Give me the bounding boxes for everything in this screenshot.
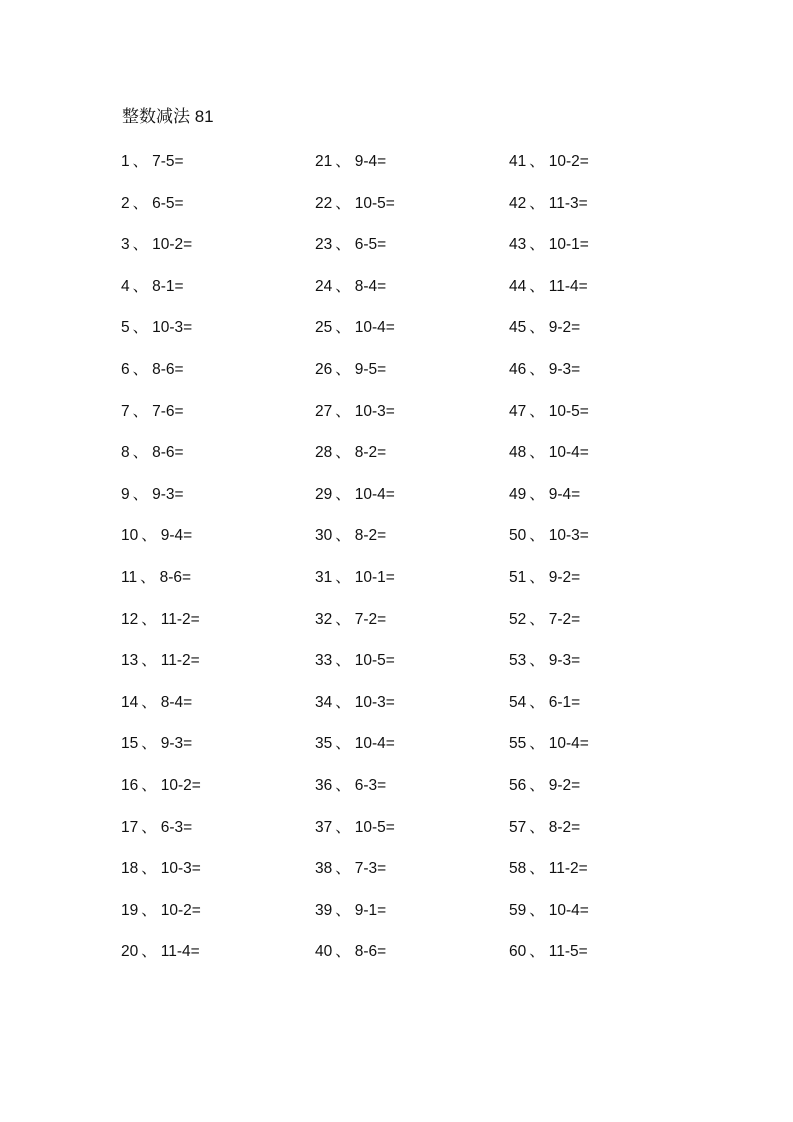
problem-item bbox=[121, 483, 315, 507]
problem-number: 58 bbox=[509, 860, 527, 878]
problem-item bbox=[315, 816, 509, 840]
problem-expression: 9-1= bbox=[354, 901, 387, 919]
problem-item bbox=[509, 524, 703, 548]
problem-item bbox=[121, 732, 315, 756]
problem-expression: 8-2= bbox=[354, 444, 387, 462]
problem-expression: 8-1= bbox=[152, 277, 184, 295]
problem-expression: 9-3= bbox=[160, 735, 193, 753]
problem-separator: 、 bbox=[529, 776, 545, 794]
problem-number: 53 bbox=[509, 652, 527, 670]
problem-item bbox=[509, 566, 703, 590]
problem-separator: 、 bbox=[141, 735, 157, 753]
problem-number: 47 bbox=[509, 402, 527, 420]
problem-item bbox=[509, 816, 703, 840]
problem-item bbox=[509, 774, 703, 798]
problem-number: 16 bbox=[121, 776, 139, 794]
problem-number: 13 bbox=[121, 652, 139, 670]
problem-item bbox=[315, 774, 509, 798]
problem-expression: 8-4= bbox=[160, 693, 193, 711]
problem-separator: 、 bbox=[529, 860, 545, 878]
problem-expression: 9-2= bbox=[548, 776, 581, 794]
worksheet-title: 整数减法 81 bbox=[122, 107, 214, 126]
problem-separator: 、 bbox=[132, 485, 149, 503]
problem-expression: 10-4= bbox=[548, 444, 589, 462]
problem-separator: 、 bbox=[335, 652, 351, 670]
problem-expression: 10-3= bbox=[160, 860, 201, 878]
problem-number: 48 bbox=[509, 444, 527, 462]
problem-separator: 、 bbox=[141, 901, 157, 919]
problem-expression: 9-3= bbox=[152, 485, 184, 503]
problem-separator: 、 bbox=[335, 568, 351, 586]
problem-item bbox=[509, 940, 703, 964]
problem-number: 27 bbox=[315, 402, 333, 420]
problem-number: 19 bbox=[121, 901, 139, 919]
problem-separator: 、 bbox=[529, 652, 545, 670]
problem-number: 34 bbox=[315, 693, 333, 711]
problem-separator: 、 bbox=[529, 485, 545, 503]
problem-item bbox=[315, 400, 509, 424]
problem-separator: 、 bbox=[141, 693, 157, 711]
problem-expression: 10-4= bbox=[548, 735, 589, 753]
problem-number: 46 bbox=[509, 360, 527, 378]
problem-item bbox=[121, 400, 315, 424]
problem-item bbox=[509, 441, 703, 465]
problem-item bbox=[121, 316, 315, 340]
problem-item bbox=[509, 275, 703, 299]
problem-number: 20 bbox=[121, 943, 139, 961]
problem-number: 37 bbox=[315, 818, 333, 836]
problem-expression: 10-4= bbox=[548, 901, 589, 919]
problem-item bbox=[315, 649, 509, 673]
problem-expression: 8-2= bbox=[354, 527, 387, 545]
problem-separator: 、 bbox=[141, 818, 157, 836]
problem-item bbox=[509, 150, 703, 174]
problem-item bbox=[509, 649, 703, 673]
problem-number: 33 bbox=[315, 652, 333, 670]
problem-separator: 、 bbox=[141, 652, 157, 670]
problem-expression: 10-3= bbox=[548, 527, 589, 545]
problem-item bbox=[121, 192, 315, 216]
problem-number: 9 bbox=[121, 485, 130, 503]
problem-number: 12 bbox=[121, 610, 139, 628]
problem-expression: 6-3= bbox=[160, 818, 193, 836]
problem-expression: 6-5= bbox=[354, 236, 387, 254]
problem-expression: 7-2= bbox=[548, 610, 581, 628]
problem-separator: 、 bbox=[335, 485, 351, 503]
problem-separator: 、 bbox=[335, 402, 351, 420]
problem-number: 32 bbox=[315, 610, 333, 628]
problem-expression: 10-1= bbox=[548, 236, 589, 254]
problem-separator: 、 bbox=[335, 153, 351, 170]
problem-item bbox=[315, 691, 509, 715]
problem-separator: 、 bbox=[141, 860, 157, 878]
problem-expression: 10-5= bbox=[548, 402, 589, 420]
problem-expression: 7-5= bbox=[152, 153, 184, 170]
problem-separator: 、 bbox=[529, 527, 545, 545]
problem-number: 18 bbox=[121, 860, 139, 878]
problem-separator: 、 bbox=[140, 568, 156, 586]
problem-item bbox=[315, 275, 509, 299]
problem-separator: 、 bbox=[335, 194, 351, 212]
problem-item bbox=[121, 649, 315, 673]
problem-expression: 10-2= bbox=[548, 153, 589, 170]
problem-separator: 、 bbox=[132, 444, 149, 462]
problem-separator: 、 bbox=[141, 776, 157, 794]
problem-separator: 、 bbox=[141, 610, 157, 628]
problem-number: 59 bbox=[509, 901, 527, 919]
problem-item bbox=[315, 192, 509, 216]
problem-expression: 7-2= bbox=[354, 610, 387, 628]
problem-number: 23 bbox=[315, 236, 333, 254]
problem-number: 41 bbox=[509, 153, 527, 170]
problem-expression: 10-1= bbox=[354, 568, 395, 586]
problem-expression: 11-4= bbox=[548, 277, 588, 295]
problem-item bbox=[315, 566, 509, 590]
problem-expression: 11-4= bbox=[160, 943, 200, 961]
problem-expression: 10-5= bbox=[354, 818, 395, 836]
problem-number: 54 bbox=[509, 693, 527, 711]
problem-number: 35 bbox=[315, 735, 333, 753]
problem-number: 10 bbox=[121, 527, 139, 545]
problem-expression: 6-1= bbox=[548, 693, 581, 711]
problem-item bbox=[509, 400, 703, 424]
problem-item bbox=[509, 608, 703, 632]
problem-number: 26 bbox=[315, 360, 333, 378]
problem-separator: 、 bbox=[529, 194, 545, 212]
problem-separator: 、 bbox=[335, 860, 351, 878]
problem-item bbox=[315, 524, 509, 548]
problem-item bbox=[509, 316, 703, 340]
problem-separator: 、 bbox=[132, 236, 149, 254]
problem-number: 52 bbox=[509, 610, 527, 628]
problem-separator: 、 bbox=[141, 943, 157, 961]
problem-item bbox=[121, 524, 315, 548]
problem-item bbox=[121, 816, 315, 840]
problem-expression: 6-3= bbox=[354, 776, 387, 794]
problem-separator: 、 bbox=[529, 818, 545, 836]
problem-number: 42 bbox=[509, 194, 527, 212]
problem-number: 6 bbox=[121, 360, 130, 378]
problem-item bbox=[315, 316, 509, 340]
problem-number: 8 bbox=[121, 444, 130, 462]
problem-separator: 、 bbox=[132, 277, 149, 295]
problem-number: 17 bbox=[121, 818, 139, 836]
problem-expression: 10-4= bbox=[354, 319, 395, 337]
problem-separator: 、 bbox=[132, 402, 149, 420]
problem-separator: 、 bbox=[132, 153, 149, 170]
problem-item bbox=[509, 732, 703, 756]
problem-expression: 9-3= bbox=[548, 652, 581, 670]
problem-item bbox=[121, 857, 315, 881]
problem-separator: 、 bbox=[529, 402, 545, 420]
problem-item bbox=[121, 441, 315, 465]
problem-expression: 10-2= bbox=[160, 776, 201, 794]
problem-expression: 10-2= bbox=[160, 901, 201, 919]
problem-expression: 8-2= bbox=[548, 818, 581, 836]
problem-item bbox=[121, 275, 315, 299]
problem-separator: 、 bbox=[529, 943, 545, 961]
problem-number: 49 bbox=[509, 485, 527, 503]
problem-number: 44 bbox=[509, 277, 527, 295]
problem-item bbox=[315, 483, 509, 507]
problem-expression: 6-5= bbox=[152, 194, 184, 212]
problem-separator: 、 bbox=[335, 444, 351, 462]
problem-separator: 、 bbox=[335, 901, 351, 919]
problem-number: 22 bbox=[315, 194, 333, 212]
problem-item bbox=[315, 732, 509, 756]
problem-number: 24 bbox=[315, 277, 333, 295]
problem-separator: 、 bbox=[529, 360, 545, 378]
problem-separator: 、 bbox=[529, 693, 545, 711]
problem-number: 11 bbox=[121, 568, 138, 586]
problem-expression: 10-2= bbox=[152, 236, 193, 254]
problem-expression: 9-2= bbox=[548, 568, 581, 586]
problem-expression: 10-5= bbox=[354, 652, 395, 670]
problem-number: 14 bbox=[121, 693, 139, 711]
problem-separator: 、 bbox=[335, 610, 351, 628]
problem-expression: 11-3= bbox=[548, 194, 588, 212]
problem-item bbox=[315, 150, 509, 174]
problem-item bbox=[121, 691, 315, 715]
problem-expression: 9-4= bbox=[354, 153, 387, 170]
problem-number: 57 bbox=[509, 818, 527, 836]
problem-expression: 9-3= bbox=[548, 360, 581, 378]
problem-item bbox=[509, 899, 703, 923]
problem-expression: 11-2= bbox=[548, 860, 588, 878]
problem-number: 7 bbox=[121, 402, 130, 420]
problem-expression: 9-5= bbox=[354, 360, 387, 378]
problem-separator: 、 bbox=[335, 735, 351, 753]
problem-separator: 、 bbox=[335, 527, 351, 545]
problem-expression: 8-6= bbox=[354, 943, 387, 961]
problem-item bbox=[315, 899, 509, 923]
problem-separator: 、 bbox=[529, 153, 545, 170]
problem-item bbox=[315, 233, 509, 257]
problem-number: 15 bbox=[121, 735, 139, 753]
problem-separator: 、 bbox=[335, 776, 351, 794]
problem-expression: 10-3= bbox=[354, 693, 395, 711]
problem-number: 1 bbox=[121, 153, 130, 170]
problem-item bbox=[121, 150, 315, 174]
problem-separator: 、 bbox=[529, 610, 545, 628]
problem-number: 2 bbox=[121, 194, 130, 212]
problem-separator: 、 bbox=[529, 901, 545, 919]
problem-separator: 、 bbox=[529, 735, 545, 753]
problem-item bbox=[315, 358, 509, 382]
problem-item bbox=[315, 608, 509, 632]
problem-number: 43 bbox=[509, 236, 527, 254]
problem-item bbox=[509, 358, 703, 382]
problem-item bbox=[509, 192, 703, 216]
problem-number: 4 bbox=[121, 277, 130, 295]
problem-item bbox=[509, 857, 703, 881]
problem-number: 36 bbox=[315, 776, 333, 794]
problem-expression: 10-3= bbox=[354, 402, 395, 420]
problem-expression: 11-2= bbox=[160, 652, 200, 670]
problem-item bbox=[121, 608, 315, 632]
problem-item bbox=[509, 483, 703, 507]
problem-number: 25 bbox=[315, 319, 333, 337]
problem-number: 39 bbox=[315, 901, 333, 919]
problem-expression: 10-3= bbox=[152, 319, 193, 337]
problem-separator: 、 bbox=[529, 277, 545, 295]
problem-separator: 、 bbox=[335, 818, 351, 836]
problem-expression: 11-5= bbox=[548, 943, 588, 961]
problem-number: 21 bbox=[315, 153, 333, 170]
problem-expression: 9-2= bbox=[548, 319, 581, 337]
problem-item bbox=[315, 441, 509, 465]
problem-number: 30 bbox=[315, 527, 333, 545]
problem-separator: 、 bbox=[529, 568, 545, 586]
problem-separator: 、 bbox=[529, 236, 545, 254]
problem-number: 28 bbox=[315, 444, 333, 462]
problem-expression: 8-6= bbox=[152, 360, 184, 378]
problem-item bbox=[121, 940, 315, 964]
problem-separator: 、 bbox=[132, 360, 149, 378]
problem-expression: 10-4= bbox=[354, 485, 395, 503]
problem-item bbox=[121, 358, 315, 382]
problem-number: 31 bbox=[315, 568, 333, 586]
problem-expression: 8-4= bbox=[354, 277, 387, 295]
problem-number: 56 bbox=[509, 776, 527, 794]
problem-item bbox=[509, 691, 703, 715]
problem-separator: 、 bbox=[141, 527, 157, 545]
problem-item bbox=[121, 774, 315, 798]
problem-expression: 10-4= bbox=[354, 735, 395, 753]
problem-number: 60 bbox=[509, 943, 527, 961]
problem-separator: 、 bbox=[529, 444, 545, 462]
problem-expression: 7-3= bbox=[354, 860, 387, 878]
problem-expression: 8-6= bbox=[159, 568, 192, 586]
problem-number: 50 bbox=[509, 527, 527, 545]
problem-separator: 、 bbox=[132, 319, 149, 337]
problem-number: 38 bbox=[315, 860, 333, 878]
problem-item bbox=[121, 233, 315, 257]
problem-number: 5 bbox=[121, 319, 130, 337]
problem-number: 51 bbox=[509, 568, 527, 586]
problem-expression: 9-4= bbox=[548, 485, 581, 503]
problem-number: 45 bbox=[509, 319, 527, 337]
problem-separator: 、 bbox=[335, 693, 351, 711]
problem-separator: 、 bbox=[335, 277, 351, 295]
problem-number: 3 bbox=[121, 236, 130, 254]
problem-item bbox=[121, 566, 315, 590]
problem-separator: 、 bbox=[132, 194, 149, 212]
problem-item bbox=[121, 899, 315, 923]
problem-separator: 、 bbox=[335, 236, 351, 254]
problem-number: 55 bbox=[509, 735, 527, 753]
problem-separator: 、 bbox=[335, 943, 351, 961]
problem-expression: 11-2= bbox=[160, 610, 200, 628]
problem-expression: 8-6= bbox=[152, 444, 184, 462]
problem-separator: 、 bbox=[335, 319, 351, 337]
problem-item bbox=[509, 233, 703, 257]
problem-number: 40 bbox=[315, 943, 333, 961]
problem-expression: 9-4= bbox=[160, 527, 193, 545]
problem-item bbox=[315, 857, 509, 881]
problem-expression: 10-5= bbox=[354, 194, 395, 212]
problem-item bbox=[315, 940, 509, 964]
problem-expression: 7-6= bbox=[152, 402, 184, 420]
problem-separator: 、 bbox=[529, 319, 545, 337]
problem-separator: 、 bbox=[335, 360, 351, 378]
problem-grid bbox=[121, 150, 721, 982]
problem-number: 29 bbox=[315, 485, 333, 503]
